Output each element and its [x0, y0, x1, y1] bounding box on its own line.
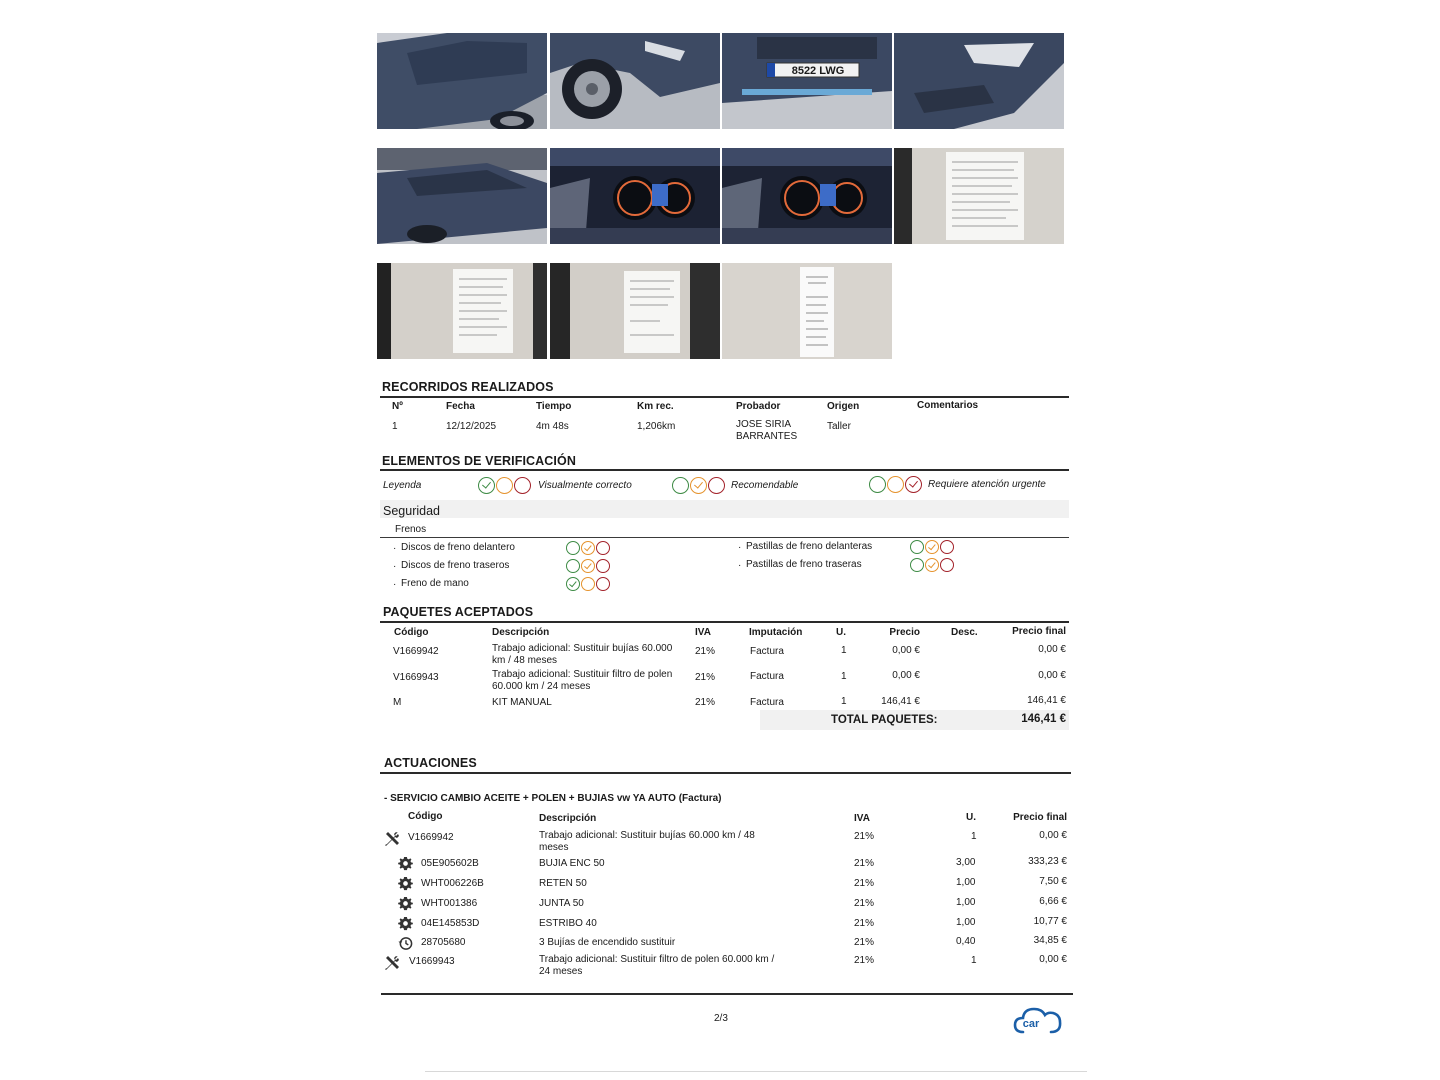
circle-red-icon — [708, 477, 725, 494]
check-circle-orange-icon — [690, 477, 707, 494]
circle-green-icon — [566, 541, 580, 555]
photo-dashboard-2[interactable] — [722, 148, 892, 244]
cell-precio-final: 6,66 € — [1039, 896, 1067, 907]
status-recommended — [910, 558, 954, 572]
gear-icon — [398, 876, 413, 891]
check-circle-orange-icon — [581, 559, 595, 573]
divider — [380, 396, 1069, 398]
page-edge — [425, 1071, 1087, 1072]
logo-text: car — [1022, 1018, 1040, 1030]
cell-descripcion-line1: RETEN 50 — [539, 878, 587, 889]
cell-descripcion-line1: BUJIA ENC 50 — [539, 858, 605, 869]
cell-codigo: V1669943 — [409, 956, 455, 967]
section-title-paquetes: PAQUETES ACEPTADOS — [383, 605, 534, 619]
bullet: · — [393, 543, 397, 554]
cell-descripcion-line1: Trabajo adicional: Sustituir filtro de polen 60.000 km / — [539, 954, 775, 965]
service-title: - SERVICIO CAMBIO ACEITE + POLEN + BUJIAS vw YA AUTO (Factura) — [384, 793, 722, 804]
photo-document-2[interactable] — [377, 263, 547, 359]
check-circle-green-icon — [478, 477, 495, 494]
col-header-codigo: Código — [408, 811, 443, 822]
status-recommended — [910, 540, 954, 554]
clock-icon — [398, 936, 413, 951]
circle-red-icon — [596, 577, 610, 591]
legend-text-urgent: Requiere atención urgente — [928, 479, 1046, 490]
col-header-comentarios: Comentarios — [917, 400, 979, 411]
gear-icon — [398, 916, 413, 931]
circle-red-icon — [940, 558, 954, 572]
group-title-seguridad: Seguridad — [383, 504, 440, 518]
legend-text-recommended: Recomendable — [731, 480, 799, 491]
wrench-icon — [384, 955, 400, 971]
cell-iva: 21% — [854, 937, 875, 948]
cell-descripcion-line2: meses — [539, 842, 569, 853]
divider — [380, 621, 1069, 623]
cell-km: 1,206km — [637, 421, 676, 432]
cell-u: 1 — [841, 696, 847, 707]
circle-red-icon — [596, 559, 610, 573]
divider — [380, 537, 1069, 538]
cell-iva: 21% — [854, 898, 875, 909]
photo-car-side-left[interactable] — [377, 33, 547, 129]
cell-codigo: 28705680 — [421, 937, 466, 948]
cell-iva: 21% — [695, 672, 716, 683]
cell-iva: 21% — [854, 831, 875, 842]
section-title-actuaciones: ACTUACIONES — [384, 756, 477, 770]
cell-u: 1,00 — [956, 917, 976, 928]
cell-codigo: 04E145853D — [421, 918, 480, 929]
cell-n: 1 — [392, 421, 398, 432]
bullet: · — [393, 561, 397, 572]
cell-u: 3,00 — [956, 857, 976, 868]
cell-codigo: V1669943 — [393, 672, 439, 683]
cell-precio-final: 146,41 € — [1027, 695, 1066, 706]
col-header-desc: Desc. — [951, 627, 978, 638]
subgroup-title-frenos: Frenos — [395, 524, 427, 535]
photo-receipt[interactable] — [722, 263, 892, 359]
wrench-icon — [384, 831, 400, 847]
cell-precio-final: 0,00 € — [1038, 644, 1066, 655]
cell-descripcion-line1: ESTRIBO 40 — [539, 918, 597, 929]
cell-u: 1,00 — [956, 877, 976, 888]
cell-descripcion-line2: 60.000 km / 24 meses — [492, 681, 591, 692]
cell-iva: 21% — [695, 646, 716, 657]
photo-document-3[interactable] — [550, 263, 720, 359]
col-header-probador: Probador — [736, 401, 781, 412]
item-label: Discos de freno delantero — [401, 542, 515, 553]
cell-precio-final: 333,23 € — [1028, 856, 1067, 867]
photo-car-front-right[interactable] — [894, 33, 1064, 129]
cell-descripcion-line2: 24 meses — [539, 966, 583, 977]
item-label: Discos de freno traseros — [401, 560, 510, 571]
cell-descripcion-line1: 3 Bujías de encendido sustituir — [539, 937, 676, 948]
cell-precio: 0,00 € — [892, 645, 920, 656]
circle-orange-icon — [581, 577, 595, 591]
section-title-verificacion: ELEMENTOS DE VERIFICACIÓN — [382, 454, 576, 468]
photo-car-front-plate[interactable] — [722, 33, 892, 129]
cell-imputacion: Factura — [750, 671, 784, 682]
col-header-precio: Precio — [889, 627, 920, 638]
circle-red-icon — [596, 541, 610, 555]
cell-codigo: WHT006226B — [421, 878, 484, 889]
cell-codigo: 05E905602B — [421, 858, 479, 869]
cell-origen: Taller — [827, 421, 851, 432]
circle-green-icon — [869, 476, 886, 493]
cell-iva: 21% — [854, 955, 875, 966]
legend-label: Leyenda — [383, 480, 422, 491]
check-circle-red-icon — [905, 476, 922, 493]
cell-descripcion-line1: JUNTA 50 — [539, 898, 584, 909]
col-header-u: U. — [836, 627, 846, 638]
status-recommended — [566, 541, 610, 555]
legend-icon-visual-correct — [478, 477, 531, 494]
total-value: 146,41 € — [1021, 713, 1066, 725]
gear-icon — [398, 896, 413, 911]
cell-precio-final: 34,85 € — [1033, 935, 1067, 946]
col-header-u: U. — [966, 812, 976, 823]
cell-u: 1 — [971, 955, 977, 966]
circle-red-icon — [940, 540, 954, 554]
bullet: · — [738, 542, 742, 553]
cell-descripcion-line1: Trabajo adicional: Sustituir bujías 60.000 km / 48 — [539, 830, 755, 841]
legend-text-visual-correct: Visualmente correcto — [538, 480, 632, 491]
cell-precio: 0,00 € — [892, 670, 920, 681]
section-title-recorridos: RECORRIDOS REALIZADOS — [382, 380, 554, 394]
divider — [381, 993, 1073, 995]
circle-orange-icon — [496, 477, 513, 494]
item-label: Freno de mano — [401, 578, 469, 589]
col-header-descripcion: Descripción — [492, 627, 550, 638]
cell-precio-final: 0,00 € — [1038, 670, 1066, 681]
col-header-iva: IVA — [695, 627, 711, 638]
circle-green-icon — [910, 558, 924, 572]
legend-icon-urgent — [869, 476, 922, 493]
cell-iva: 21% — [854, 918, 875, 929]
col-header-precio-final: Precio final — [1013, 812, 1067, 823]
photo-car-side-rear[interactable] — [377, 148, 547, 244]
cell-probador-line2: BARRANTES — [736, 431, 798, 442]
cell-iva: 21% — [854, 858, 875, 869]
circle-red-icon — [514, 477, 531, 494]
cell-codigo: M — [393, 697, 402, 708]
bullet: · — [738, 560, 742, 571]
gear-icon — [398, 856, 413, 871]
photo-car-front-wheel[interactable] — [550, 33, 720, 129]
cell-precio-final: 0,00 € — [1039, 830, 1067, 841]
check-circle-green-icon — [566, 577, 580, 591]
cell-descripcion-line1: KIT MANUAL — [492, 697, 552, 708]
photo-dashboard-1[interactable] — [550, 148, 720, 244]
group-band — [380, 500, 1069, 518]
status-visual-correct — [566, 577, 610, 591]
photo-document-1[interactable] — [894, 148, 1064, 244]
cell-descripcion-line2: km / 48 meses — [492, 655, 558, 666]
cell-probador-line1: JOSE SIRIA — [736, 419, 792, 430]
cell-u: 0,40 — [956, 936, 976, 947]
cell-imputacion: Factura — [750, 697, 784, 708]
divider — [380, 772, 1071, 774]
circle-green-icon — [910, 540, 924, 554]
circle-green-icon — [672, 477, 689, 494]
cell-precio-final: 0,00 € — [1039, 954, 1067, 965]
col-header-descripcion: Descripción — [539, 813, 597, 824]
total-label: TOTAL PAQUETES: — [831, 714, 938, 726]
col-header-codigo: Código — [394, 627, 429, 638]
legend-icon-recommended — [672, 477, 725, 494]
page-number: 2/3 — [714, 1013, 728, 1024]
bullet: · — [393, 579, 397, 590]
cell-descripcion-line1: Trabajo adicional: Sustituir bujías 60.000 — [492, 643, 673, 654]
item-label: Pastillas de freno delanteras — [746, 541, 873, 552]
cell-tiempo: 4m 48s — [536, 421, 569, 432]
col-header-km: Km rec. — [637, 401, 674, 412]
col-header-tiempo: Tiempo — [536, 401, 572, 412]
license-plate: 8522 LWG — [791, 65, 845, 77]
check-circle-orange-icon — [925, 540, 939, 554]
col-header-fecha: Fecha — [446, 401, 475, 412]
cell-imputacion: Factura — [750, 646, 784, 657]
status-recommended — [566, 559, 610, 573]
cell-precio: 146,41 € — [881, 696, 920, 707]
col-header-origen: Origen — [827, 401, 860, 412]
cell-u: 1 — [841, 645, 847, 656]
check-circle-orange-icon — [925, 558, 939, 572]
cell-codigo: V1669942 — [408, 832, 454, 843]
cell-u: 1 — [971, 831, 977, 842]
divider — [380, 469, 1069, 471]
cell-codigo: WHT001386 — [421, 898, 478, 909]
cell-iva: 21% — [695, 697, 716, 708]
col-header-precio-final: Precio final — [1012, 626, 1066, 637]
check-circle-orange-icon — [581, 541, 595, 555]
cell-precio-final: 10,77 € — [1033, 916, 1067, 927]
item-label: Pastillas de freno traseras — [746, 559, 862, 570]
cell-u: 1,00 — [956, 897, 976, 908]
cell-u: 1 — [841, 671, 847, 682]
cell-codigo: V1669942 — [393, 646, 439, 657]
circle-green-icon — [566, 559, 580, 573]
car-cloud-logo — [1013, 1005, 1063, 1035]
col-header-iva: IVA — [854, 813, 870, 824]
col-header-n: Nº — [392, 401, 403, 412]
col-header-imputacion: Imputación — [749, 627, 803, 638]
circle-orange-icon — [887, 476, 904, 493]
cell-descripcion-line1: Trabajo adicional: Sustituir filtro de polen — [492, 669, 673, 680]
cell-iva: 21% — [854, 878, 875, 889]
cell-precio-final: 7,50 € — [1039, 876, 1067, 887]
cell-fecha: 12/12/2025 — [446, 421, 497, 432]
